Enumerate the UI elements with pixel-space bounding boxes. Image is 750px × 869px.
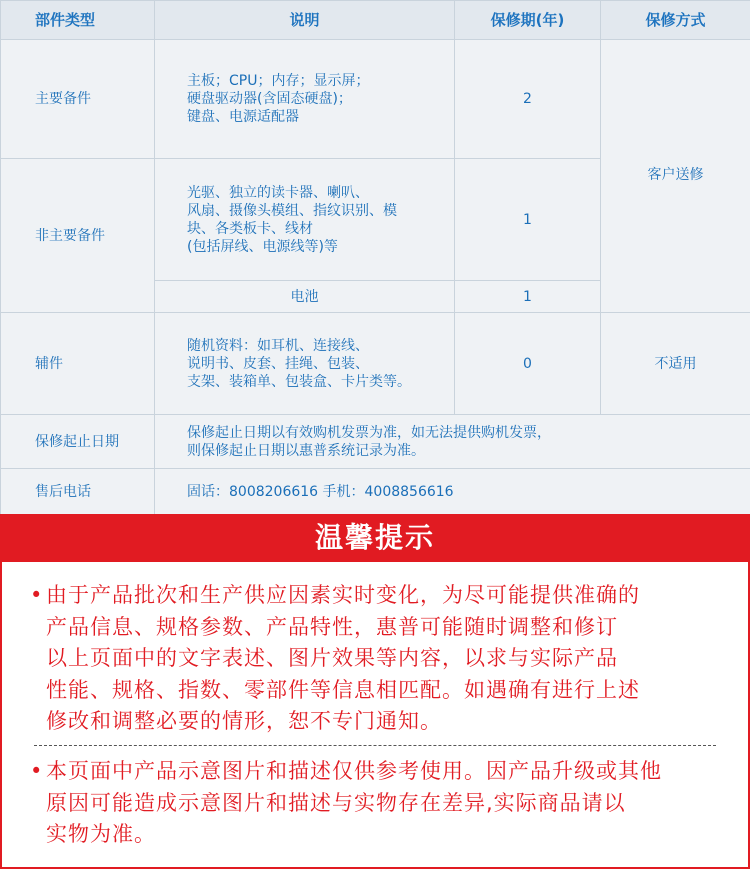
description-line: 则保修起止日期以惠普系统记录为准。	[187, 442, 425, 459]
row-period: 0	[455, 313, 601, 415]
table-header-row	[1, 1, 750, 40]
header-warranty-method: 保修方式	[601, 1, 750, 40]
notice-text	[46, 756, 730, 851]
notice-line: 修改和调整必要的情形，恕不专门通知。	[46, 709, 442, 733]
row-period: 1	[455, 159, 601, 281]
notice-item	[30, 580, 730, 738]
table-row-warranty-date	[1, 415, 750, 469]
notice-box	[0, 562, 750, 869]
row-type: 辅件	[1, 313, 155, 415]
table-row-hotline	[1, 469, 750, 515]
row-description	[155, 40, 455, 159]
notice-line: 性能、规格、指数、零部件等信息相匹配。如遇确有进行上述	[46, 677, 640, 702]
notice-title: 温馨提示	[0, 514, 750, 562]
description-line: 硬盘驱动器(含固态硬盘)；	[187, 91, 352, 107]
description-line: 风扇、摄像头模组、指纹识别、模	[187, 202, 397, 219]
description-line: 说明书、皮套、挂绳、包装、	[187, 355, 369, 372]
notice-text	[46, 580, 730, 738]
description-line: (包括屏线、电源线等)等	[187, 238, 338, 255]
row-type: 售后电话	[1, 469, 155, 515]
notice-line: 由于产品批次和生产供应因素实时变化，为尽可能提供准确的	[46, 583, 640, 607]
notice-line: 原因可能造成示意图片和描述与实物存在差异,实际商品请以	[46, 790, 626, 815]
row-period: 2	[455, 40, 601, 159]
notice-item	[30, 756, 730, 851]
description-line: 键盘、电源适配器	[187, 109, 299, 125]
row-type: 非主要备件	[1, 159, 155, 313]
warranty-method-not-applicable: 不适用	[601, 313, 750, 415]
row-description	[155, 313, 455, 415]
description-line: 块、各类板卡、线材	[187, 220, 313, 237]
description-line: 保修起止日期以有效购机发票为准，如无法提供购机发票，	[187, 424, 551, 441]
row-type: 保修起止日期	[1, 415, 155, 469]
row-period: 1	[455, 281, 601, 313]
description-line: 支架、装箱单、包装盒、卡片类等。	[187, 373, 411, 390]
bullet-icon: •	[30, 759, 44, 783]
notice-line: 产品信息、规格参数、产品特性，惠普可能随时调整和修订	[46, 614, 618, 639]
table-row-accessories	[1, 313, 750, 415]
notice-line: 本页面中产品示意图片和描述仅供参考使用。因产品升级或其他	[46, 759, 662, 783]
bullet-icon: •	[30, 583, 44, 607]
description-line: 随机资料：如耳机、连接线、	[187, 337, 369, 354]
row-description	[155, 415, 750, 469]
table-row-main-parts	[1, 40, 750, 159]
notice-line: 以上页面中的文字表述、图片效果等内容，以求与实际产品	[46, 646, 618, 670]
header-warranty-period: 保修期(年)	[455, 1, 601, 40]
row-description: 电池	[155, 281, 455, 313]
dashed-divider	[34, 745, 716, 746]
row-type: 主要备件	[1, 40, 155, 159]
hotline-numbers: 固话：8008206616 手机：4008856616	[155, 469, 750, 515]
row-description	[155, 159, 455, 281]
header-description: 说明	[155, 1, 455, 40]
header-type: 部件类型	[1, 1, 155, 40]
description-line: 主板；CPU；内存；显示屏；	[187, 73, 370, 89]
warranty-method-send-in: 客户送修	[601, 40, 750, 313]
description-line: 光驱、独立的读卡器、喇叭、	[187, 184, 369, 201]
notice-line: 实物为准。	[46, 822, 156, 846]
